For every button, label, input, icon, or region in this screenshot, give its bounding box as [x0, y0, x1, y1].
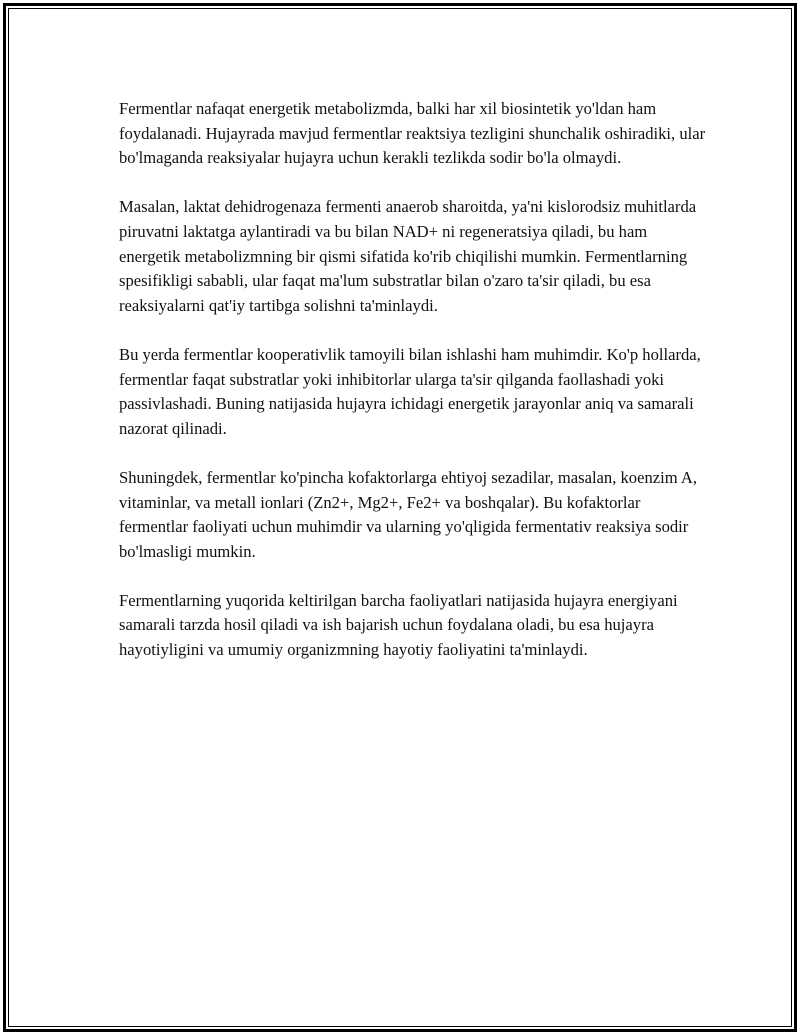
- paragraph-1: Fermentlar nafaqat energetik metabolizmda, balki har xil biosintetik yo'ldan ham foydalanadi. Hujayrada mavjud fermentlar reaktsiya tezligini shunchalik oshiradiki, ular bo'lmaganda reaksiyalar hujayra uchun kerakli tezlikda sodir bo'la olmaydi.: [119, 99, 706, 168]
- paragraph-2: Masalan, laktat dehidrogenaza fermenti anaerob sharoitda, ya'ni kislorodsiz muhitlarda piruvatni laktatga aylantiradi va bu bilan NAD+ ni regeneratsiya qiladi, bu ham energetik metabolizmning bir qismi sifatida ko'rib chiqilishi mumkin. Fermentlarning spesifikligi sababli, ular faqat ma'lum substratlar bilan o'zaro ta'sir qiladi, bu esa reaksiyalarni qat'iy tartibga solishni ta'minlaydi.: [119, 197, 697, 315]
- document-body: [119, 97, 709, 687]
- paragraph-5: Fermentlarning yuqorida keltirilgan barcha faoliyatlari natijasida hujayra energiyani samarali tarzda hosil qiladi va ish bajarish uchun foydalana oladi, bu esa hujayra hayotiyligini va umumiy organizmning hayotiy faoliyatini ta'minlaydi.: [119, 590, 678, 660]
- paragraph-4: Shuningdek, fermentlar ko'pincha kofaktorlarga ehtiyoj sezadilar, masalan, koenzim A, vitaminlar, va metall ionlari (Zn2+, Mg2+, Fe2+ va boshqalar). Bu kofaktorlar fermentlar faoliyati uchun muhimdir va ularning yo'qligida fermentativ reaksiya sodir bo'lmasligi mumkin.: [119, 467, 698, 561]
- paragraph-3: Bu yerda fermentlar kooperativlik tamoyili bilan ishlashi ham muhimdir. Ko'p hollarda, fermentlar faqat substratlar yoki inhibitorlar ularga ta'sir qilganda faollashadi yoki passivlashadi. Buning natijasida hujayra ichidagi energetik jarayonlar aniq va samarali nazorat qilinadi.: [119, 344, 701, 438]
- page-border: [3, 3, 797, 1032]
